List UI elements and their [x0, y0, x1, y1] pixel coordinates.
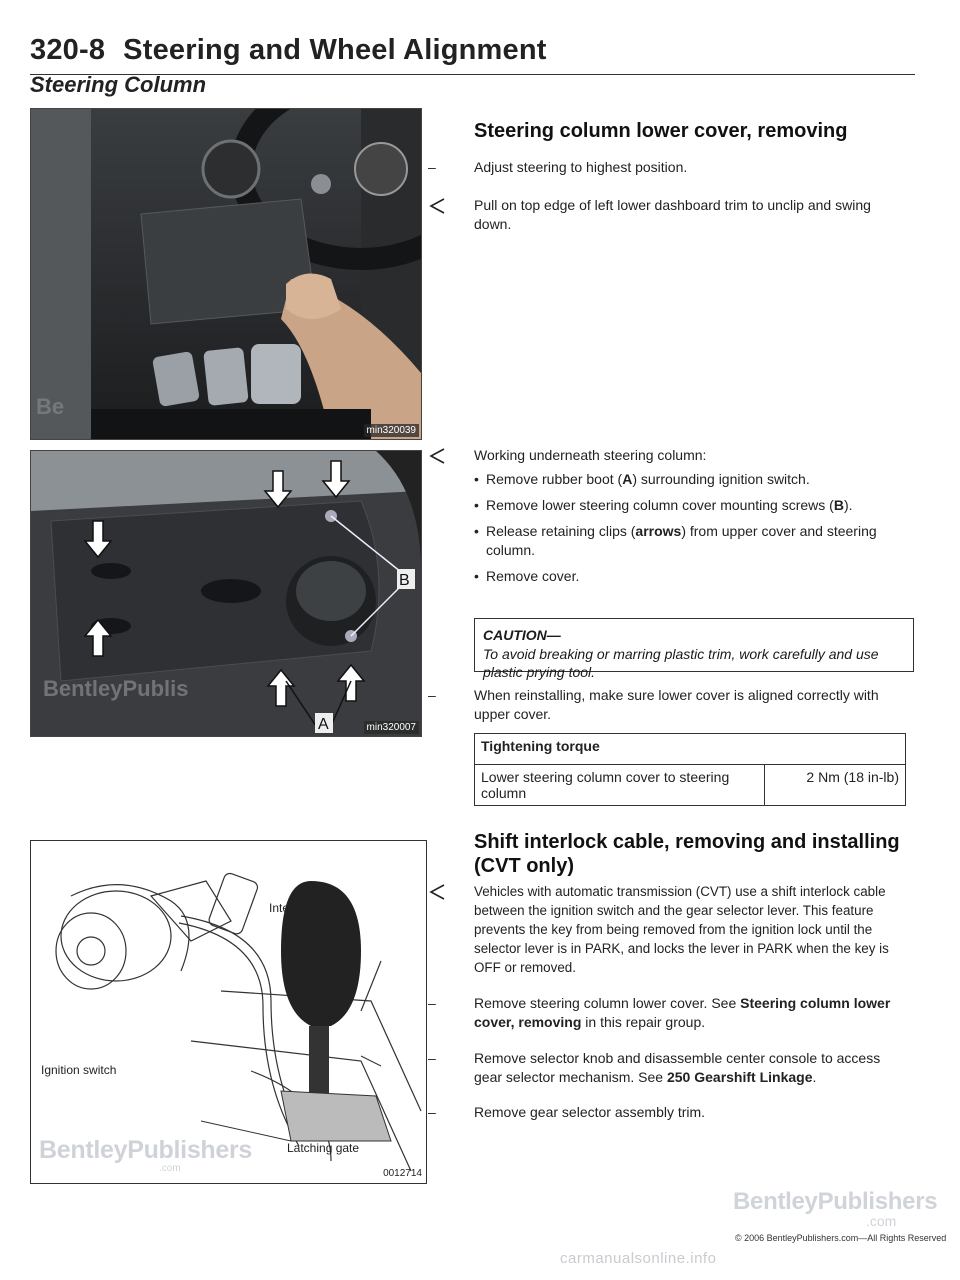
- publisher-logo-sub: .com: [866, 1213, 897, 1229]
- callout-b: B: [399, 572, 410, 589]
- chapter-title: Steering and Wheel Alignment: [123, 34, 547, 66]
- site-watermark: carmanualsonline.info: [560, 1250, 717, 1267]
- step-reinstall-note: – When reinstalling, make sure lower cover is aligned correctly with upper cover.: [428, 687, 879, 722]
- step-adjust-steering: – Adjust steering to highest position.: [428, 159, 688, 175]
- table-row: [475, 734, 906, 765]
- section-heading-interlock: Shift interlock cable, removing and installing (CVT only): [474, 831, 900, 877]
- photo-steering-cover: [30, 450, 422, 737]
- torque-value: 2 Nm (18 in-lb): [765, 765, 906, 806]
- step-pull-trim: Pull on top edge of left lower dashboard trim to unclip and swing down.: [428, 196, 906, 234]
- illustration-watermark-sub: .com: [159, 1163, 181, 1174]
- list-item: • Remove lower steering column cover mounting screws (B).: [474, 496, 908, 515]
- dash-marker: –: [428, 1104, 436, 1120]
- caution-heading: CAUTION—: [483, 627, 561, 643]
- label-interlock-cable: Interlock cable: [269, 901, 347, 915]
- page-subtitle: Steering Column: [30, 72, 207, 97]
- torque-table-header: Tightening torque: [475, 734, 906, 765]
- torque-table: [474, 733, 906, 806]
- copyright: © 2006 BentleyPublishers.com—All Rights Reserved: [735, 1233, 947, 1243]
- list-item: • Remove rubber boot (A) surrounding ignition switch.: [474, 470, 908, 489]
- dash-marker: –: [428, 1050, 436, 1066]
- arrow-left-icon: [428, 883, 446, 901]
- svg-text:Be: Be: [36, 394, 65, 419]
- photo-id: min320039: [364, 424, 419, 437]
- photo-id: min320007: [364, 721, 419, 734]
- illustration-watermark: BentleyPublishers: [39, 1136, 253, 1164]
- label-ignition-switch: Ignition switch: [41, 1063, 117, 1077]
- photo-dashboard-trim: [30, 108, 422, 440]
- publisher-logo: BentleyPublishers: [733, 1188, 938, 1215]
- page-number: 320-8: [30, 34, 106, 66]
- step-remove-selector-knob: – Remove selector knob and disassemble center console to access gear selector mechanism. See 250 Gearshift Linkage.: [428, 1050, 881, 1085]
- step-remove-trim: – Remove gear selector assembly trim.: [428, 1104, 706, 1120]
- caution-box: [474, 618, 914, 680]
- svg-text:BentleyPublis: BentleyPublis: [43, 676, 189, 701]
- table-row: [475, 765, 906, 806]
- dash-marker: –: [428, 159, 436, 175]
- step-remove-lower-cover: – Remove steering column lower cover. See Steering column lower cover, removing in this repair group.: [428, 995, 891, 1030]
- dash-marker: –: [428, 687, 436, 703]
- label-latching-gate: Latching gate: [287, 1141, 360, 1155]
- removal-bullets: [474, 470, 908, 593]
- torque-item: Lower steering column cover to steering column: [475, 765, 765, 806]
- step-interlock-desc: Vehicles with automatic transmission (CVT) use a shift interlock cable between the ignition switch and the gear selector lever. This feature prevents the key from being removed from the ignition lock until the selector lever is in PARK, and locks the lever in PARK when the key is OFF or removed.: [428, 882, 906, 977]
- arrow-left-icon: [428, 197, 446, 215]
- callout-a: A: [318, 716, 329, 733]
- section-heading-lower-cover: Steering column lower cover, removing: [474, 120, 848, 142]
- page-header: [30, 34, 915, 97]
- arrow-left-icon: [428, 447, 446, 465]
- interlock-illustration: [30, 840, 427, 1184]
- page-title: [30, 34, 915, 67]
- dash-marker: –: [428, 995, 436, 1011]
- caution-text: To avoid breaking or marring plastic trim, work carefully and use plastic prying tool.: [483, 646, 879, 680]
- step-working-underneath: Working underneath steering column:: [428, 446, 906, 465]
- list-item: • Remove cover.: [474, 567, 908, 586]
- list-item: • Release retaining clips (arrows) from upper cover and steering column.: [474, 522, 908, 560]
- illustration-id: 0012714: [383, 1168, 422, 1179]
